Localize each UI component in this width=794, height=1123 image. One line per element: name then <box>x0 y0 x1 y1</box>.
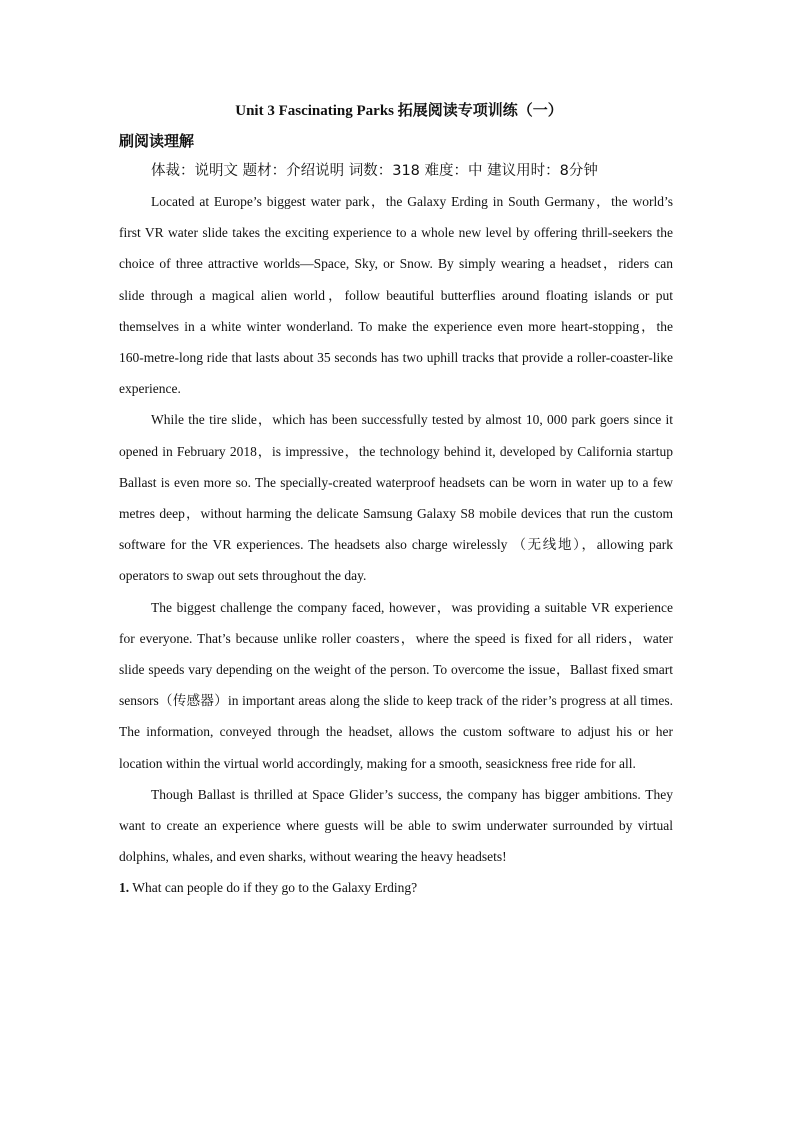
question-number: 1. <box>119 880 130 896</box>
passage-paragraph-3: The biggest challenge the company faced, however，was providing a suitable VR experience for everyone. That’s because unlike roller coasters，where the speed is fixed for all riders，water slide speeds vary depending on the weight of the person. To overcome the issue，Ballast fixed smart sensors（传感器）in important areas along the slide to keep track of the rider’s progress at all times. The information, conveyed through the headset, allows the custom software to adjust his or her location within the virtual world accordingly, making for a smooth, seasickness free ride for all. <box>119 599 673 771</box>
section-heading: 刷阅读理解 <box>119 132 195 150</box>
passage-paragraph-1: Located at Europe’s biggest water park，the Galaxy Erding in South Germany，the world’s first VR water slide takes the exciting experience to a whole new level by offering thrill-seekers the choice of three attractive worlds—Space, Sky, or Snow. By simply wearing a headset，riders can slide through a magical alien world，follow beautiful butterflies around floating islands or put themselves in a white winter wonderland. To make the experience even more heart-stopping，the 160-metre-long ride that lasts about 35 seconds has two uphill tracks that provide a roller-coaster-like experience. <box>119 194 673 397</box>
passage-paragraph-2: While the tire slide，which has been successfully tested by almost 10, 000 park goers since it opened in February 2018，is impressive，the technology behind it, developed by California startup Ballast is even more so. The specially-created waterproof headsets can be worn in water up to a few metres deep，without harming the delicate Samsung Galaxy S8 mobile devices that run the custom software for the VR experiences. The headsets also charge wirelessly （无线地），allowing park operators to swap out sets throughout the day. <box>119 412 673 584</box>
question-item <box>119 872 673 903</box>
page-title: Unit 3 Fascinating Parks 拓展阅读专项训练（一） <box>235 103 563 119</box>
passage-meta-info: 体裁：说明文 题材：介绍说明 词数：318 难度：中 建议用时：8分钟 <box>151 163 598 179</box>
passage-paragraph-4: Though Ballast is thrilled at Space Glider’s success, the company has bigger ambitions. They want to create an experience where guests will be able to swim underwater surrounded by virtual dolphins, whales, and even sharks, without wearing the heavy headsets! <box>119 786 673 865</box>
question-text: What can people do if they go to the Galaxy Erding? <box>129 880 418 896</box>
document-content <box>119 98 673 903</box>
